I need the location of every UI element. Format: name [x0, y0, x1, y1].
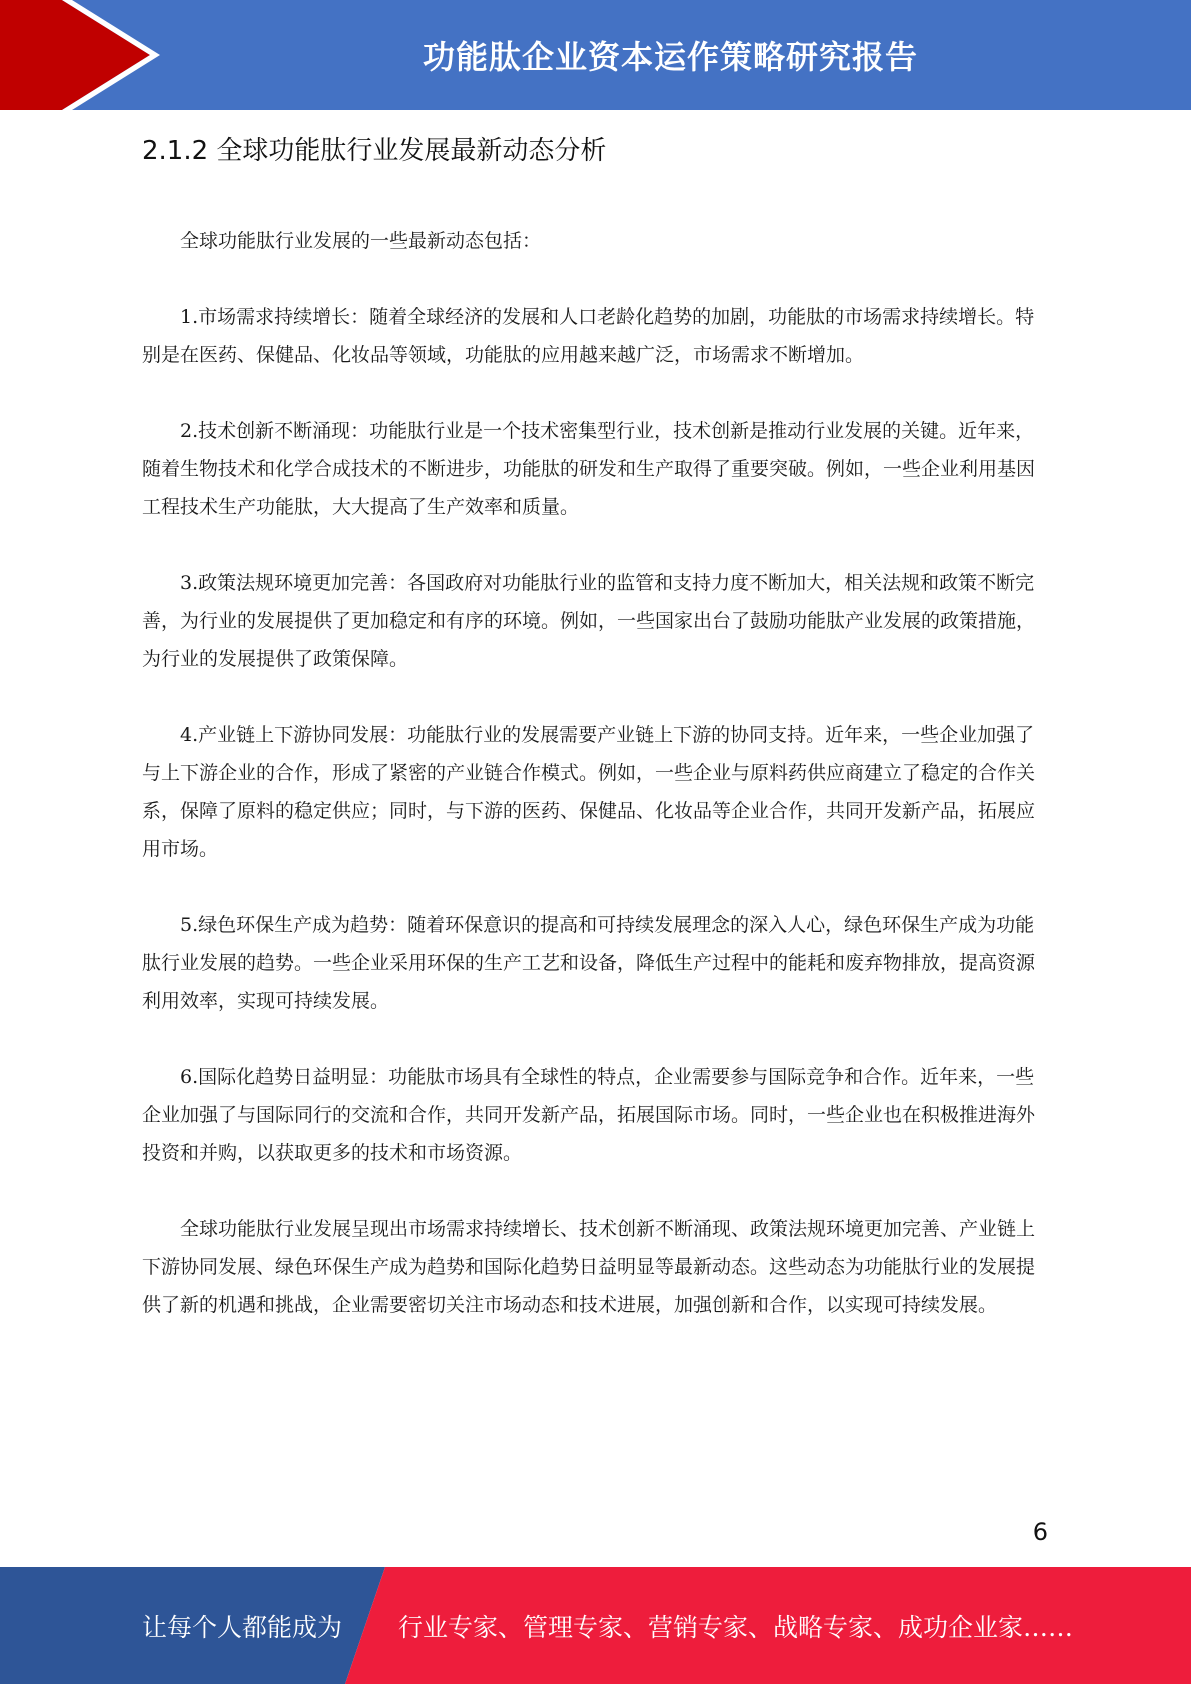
page-footer — [0, 1567, 1191, 1684]
summary-paragraph: 全球功能肽行业发展呈现出市场需求持续增长、技术创新不断涌现、政策法规环境更加完善、产业链上下游协同发展、绿色环保生产成为趋势和国际化趋势日益明显等最新动态。这些动态为功能肽行业的发展提供了新的机遇和挑战，企业需要密切关注市场动态和技术进展，加强创新和合作，以实现可持续发展。 — [142, 1218, 1036, 1316]
footer-slogan-left: 让每个人都能成为 — [142, 1612, 343, 1642]
paragraph-industry-chain: 4.产业链上下游协同发展：功能肽行业的发展需要产业链上下游的协同支持。近年来，一些企业加强了与上下游企业的合作，形成了紧密的产业链合作模式。例如，一些企业与原料药供应商建立了稳定的合作关系，保障了原料的稳定供应；同时，与下游的医药、保健品、化妆品等企业合作，共同开发新产品，拓展应用市场。 — [142, 724, 1036, 860]
intro-paragraph: 全球功能肽行业发展的一些最新动态包括： — [180, 230, 542, 252]
paragraph-tech-innovation: 2.技术创新不断涌现：功能肽行业是一个技术密集型行业，技术创新是推动行业发展的关键。近年来，随着生物技术和化学合成技术的不断进步，功能肽的研发和生产取得了重要突破。例如，一些企业利用基因工程技术生产功能肽，大大提高了生产效率和质量。 — [142, 420, 1036, 518]
paragraph-market-demand: 1.市场需求持续增长：随着全球经济的发展和人口老龄化趋势的加剧，功能肽的市场需求持续增长。特别是在医药、保健品、化妆品等领域，功能肽的应用越来越广泛，市场需求不断增加。 — [142, 306, 1035, 366]
footer-slogan-right: 行业专家、管理专家、营销专家、战略专家、成功企业家…… — [398, 1612, 1074, 1642]
page-number: 6 — [1032, 1518, 1048, 1546]
report-title: 功能肽企业资本运作策略研究报告 — [422, 38, 918, 76]
section-heading: 2.1.2 全球功能肽行业发展最新动态分析 — [142, 136, 607, 166]
paragraph-policy: 3.政策法规环境更加完善：各国政府对功能肽行业的监管和支持力度不断加大，相关法规和政策不断完善，为行业的发展提供了更加稳定和有序的环境。例如，一些国家出台了鼓励功能肽产业发展的政策措施，为行业的发展提供了政策保障。 — [142, 572, 1036, 670]
body-text — [142, 222, 1047, 1362]
paragraph-green-production: 5.绿色环保生产成为趋势：随着环保意识的提高和可持续发展理念的深入人心，绿色环保生产成为功能肽行业发展的趋势。一些企业采用环保的生产工艺和设备，降低生产过程中的能耗和废弃物排放，提高资源利用效率，实现可持续发展。 — [142, 914, 1036, 1012]
page-header — [0, 0, 1191, 110]
paragraph-internationalization: 6.国际化趋势日益明显：功能肽市场具有全球性的特点，企业需要参与国际竞争和合作。近年来，一些企业加强了与国际同行的交流和合作，共同开发新产品，拓展国际市场。同时，一些企业也在积极推进海外投资和并购，以获取更多的技术和市场资源。 — [142, 1066, 1036, 1164]
